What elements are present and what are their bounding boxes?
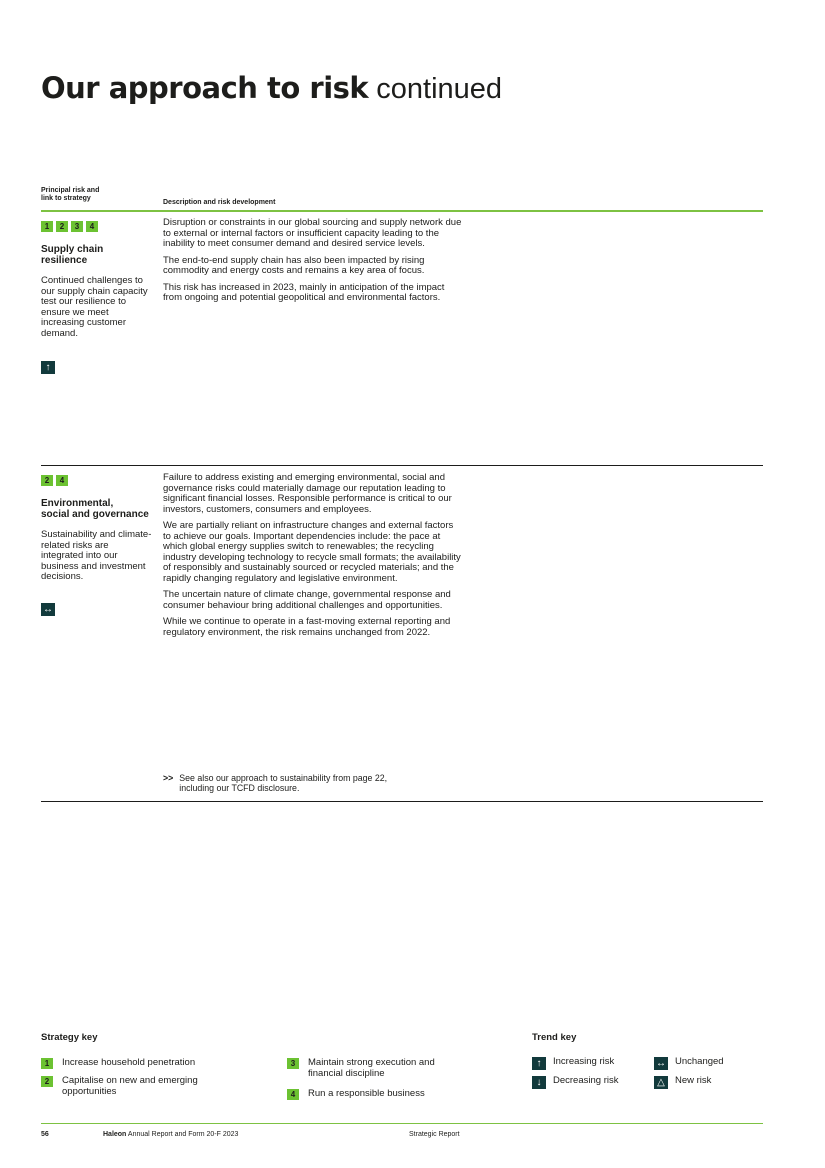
- risk-summary: Sustainability and climate-related risks are integrated into our business and investment decisions.: [41, 529, 152, 582]
- trend-key-item: [532, 1057, 614, 1070]
- trend-key-title: Trend key: [532, 1032, 577, 1043]
- strategy-badge: 4: [287, 1089, 299, 1100]
- risk-description: [163, 473, 463, 644]
- trend-key-item: [654, 1076, 711, 1089]
- strategy-badge: 2: [56, 221, 68, 232]
- risk-name: [41, 244, 103, 266]
- page-title-continued: continued: [376, 73, 503, 105]
- decreasing-risk-icon: ↓: [532, 1076, 546, 1089]
- strategy-badge: 4: [86, 221, 98, 232]
- strategy-badges: [41, 221, 98, 232]
- strategy-key-item: [41, 1076, 241, 1097]
- column-header-description: Description and risk development: [163, 199, 276, 206]
- page-title-bold: Our approach to risk: [41, 71, 369, 105]
- strategy-badge: 1: [41, 1058, 53, 1069]
- strategy-badge: 3: [71, 221, 83, 232]
- risk-name-line2: social and governance: [41, 509, 149, 520]
- unchanged-risk-icon: ↔: [43, 604, 53, 615]
- chevron-right-icon: >>: [163, 773, 174, 783]
- footer-rule: [41, 1123, 763, 1124]
- trend-key-item: [654, 1057, 724, 1070]
- strategy-badge: 3: [287, 1058, 299, 1069]
- risk-summary: Continued challenges to our supply chain capacity test our resilience to ensure we meet increasing customer demand.: [41, 275, 148, 339]
- see-also-text: [179, 773, 387, 793]
- page-title: [41, 70, 502, 107]
- increasing-risk-icon: ↑: [41, 361, 55, 374]
- trend-key-label: Unchanged: [675, 1056, 724, 1067]
- description-paragraph: The uncertain nature of climate change, governmental response and consumer behaviour bring additional challenges and opportunities.: [163, 589, 451, 611]
- strategy-key-item: [41, 1058, 261, 1069]
- trend-key-label: Increasing risk: [553, 1056, 615, 1067]
- risk-name-line1: Supply chain: [41, 244, 104, 255]
- strategy-key-label: Run a responsible business: [308, 1088, 425, 1099]
- footer-brand: Haleon: [103, 1131, 127, 1138]
- strategy-badge: 4: [56, 475, 68, 486]
- risk-name: [41, 498, 149, 520]
- description-paragraph: Disruption or constraints in our global sourcing and supply network due to external or internal factors or insufficient capacity leading to the inability to meet consumer demand and desired service levels.: [163, 217, 462, 249]
- trend-key-label: Decreasing risk: [553, 1075, 619, 1086]
- strategy-badge: 2: [41, 1076, 53, 1087]
- strategy-badges: [41, 475, 68, 486]
- unchanged-risk-icon: ↔: [656, 1058, 666, 1069]
- see-also-line1: See also our approach to sustainability from page 22,: [179, 773, 388, 783]
- page-number: 56: [41, 1131, 49, 1138]
- strategy-badge: 2: [41, 475, 53, 486]
- footer-section: Strategic Report: [409, 1131, 460, 1138]
- trend-key-item: [532, 1076, 618, 1089]
- risk-description: [163, 218, 463, 310]
- table-header-rule: [41, 210, 763, 212]
- description-paragraph: We are partially reliant on infrastructure changes and external factors to achieve our goals. Important dependencies include: the pace at which global energy supplies switch to renewables; the recycling industry developing technology to recycle small formats; the availability of responsibly and sustainably sourced or recycled materials; and the rapidly changing regulatory and legislative environment.: [163, 520, 461, 584]
- strategy-key-item: [287, 1089, 477, 1100]
- description-paragraph: The end-to-end supply chain has also been impacted by rising commodity and energy costs and remains a key area of focus.: [163, 254, 425, 276]
- description-paragraph: Failure to address existing and emerging environmental, social and governance risks could materially damage our reputation leading to significant financial losses. Responsible performance is critical to our investors, customers, consumers and employees.: [163, 472, 452, 515]
- strategy-key-label: Maintain strong execution and financial discipline: [308, 1057, 435, 1079]
- column-header-risk-line2: link to strategy: [41, 195, 91, 202]
- column-header-risk-line1: Principal risk and: [41, 187, 100, 194]
- table-bottom-rule: [41, 801, 763, 802]
- strategy-key-label: Increase household penetration: [62, 1057, 196, 1068]
- strategy-badge: 1: [41, 221, 53, 232]
- see-also-line2: including our TCFD disclosure.: [179, 783, 300, 793]
- trend-key-label: New risk: [675, 1075, 712, 1086]
- row-divider: [41, 465, 763, 466]
- strategy-key-label: Capitalise on new and emerging opportunities: [62, 1075, 198, 1097]
- new-risk-icon: △: [654, 1076, 668, 1089]
- column-header-risk: [41, 187, 99, 203]
- increasing-risk-icon: ↑: [532, 1057, 546, 1070]
- strategy-key-title: Strategy key: [41, 1032, 98, 1043]
- description-paragraph: While we continue to operate in a fast-moving external reporting and regulatory environment, the risk remains unchanged from 2022.: [163, 616, 451, 638]
- strategy-key-item: [287, 1058, 457, 1079]
- footer-report: [103, 1131, 238, 1139]
- risk-name-line2: resilience: [41, 255, 88, 266]
- footer-report-name: Annual Report and Form 20-F 2023: [127, 1131, 239, 1138]
- see-also-note: [163, 773, 387, 793]
- description-paragraph: This risk has increased in 2023, mainly in anticipation of the impact from ongoing and potential geopolitical and environmental factors.: [163, 281, 445, 303]
- risk-name-line1: Environmental,: [41, 498, 114, 509]
